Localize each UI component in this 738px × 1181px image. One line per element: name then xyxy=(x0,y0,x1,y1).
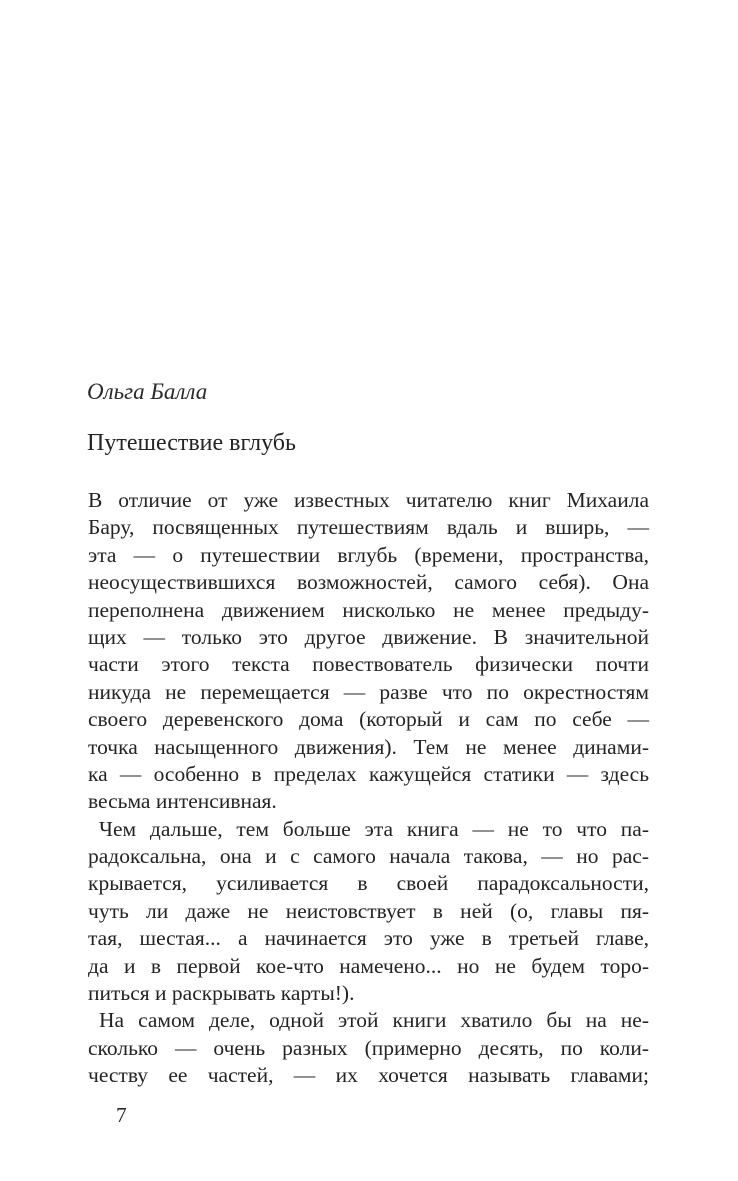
text-line: питься и раскрывать карты!). xyxy=(88,981,355,1006)
text-line: неосуществившихся возможностей, самого себя). Она xyxy=(88,570,649,595)
text-line: да и в первой кое-что намечено... но не будем торо- xyxy=(88,953,649,978)
text-line: крывается, усиливается в своей парадоксальности, xyxy=(88,871,649,896)
text-line: весьма интенсивная. xyxy=(88,789,277,814)
text-line: Бару, посвященных путешествиям вдаль и вширь, — xyxy=(88,515,649,540)
text-line: переполнена движением нисколько не менее предыду- xyxy=(88,597,649,622)
text-line: честву ее частей, — их хочется называть главами; xyxy=(88,1063,649,1088)
text-line: своего деревенского дома (который и сам по себе — xyxy=(88,707,649,732)
text-line: точка насыщенного движения). Тем не менее динами- xyxy=(88,734,649,759)
article-title: Путешествие вглубь xyxy=(87,430,296,456)
text-line: радоксальна, она и с самого начала такова, — но рас- xyxy=(88,844,649,869)
text-line: сколько — очень разных (примерно десять, по коли- xyxy=(88,1035,649,1060)
text-line: чуть ли даже не неистовствует в ней (о, главы пя- xyxy=(88,898,649,923)
text-line: Чем дальше, тем больше эта книга — не то что па- xyxy=(99,816,649,841)
text-line: На самом деле, одной этой книги хватило бы на не- xyxy=(99,1008,649,1033)
author-name: Ольга Балла xyxy=(87,379,208,404)
text-line: тая, шестая... а начинается это уже в третьей главе, xyxy=(88,926,649,951)
text-line: эта — о путешествии вглубь (времени, пространства, xyxy=(88,542,649,567)
text-line: щих — только это другое движение. В значительной xyxy=(88,624,649,649)
text-line: ка — особенно в пределах кажущейся статики — здесь xyxy=(88,761,649,786)
text-line: части этого текста повествователь физически почти xyxy=(88,652,649,677)
text-line: В отличие от уже известных читателю книг Михаила xyxy=(88,488,649,512)
body-text xyxy=(88,487,649,1090)
text-line: никуда не перемещается — разве что по окрестностям xyxy=(88,679,649,704)
page-number: 7 xyxy=(116,1103,127,1127)
